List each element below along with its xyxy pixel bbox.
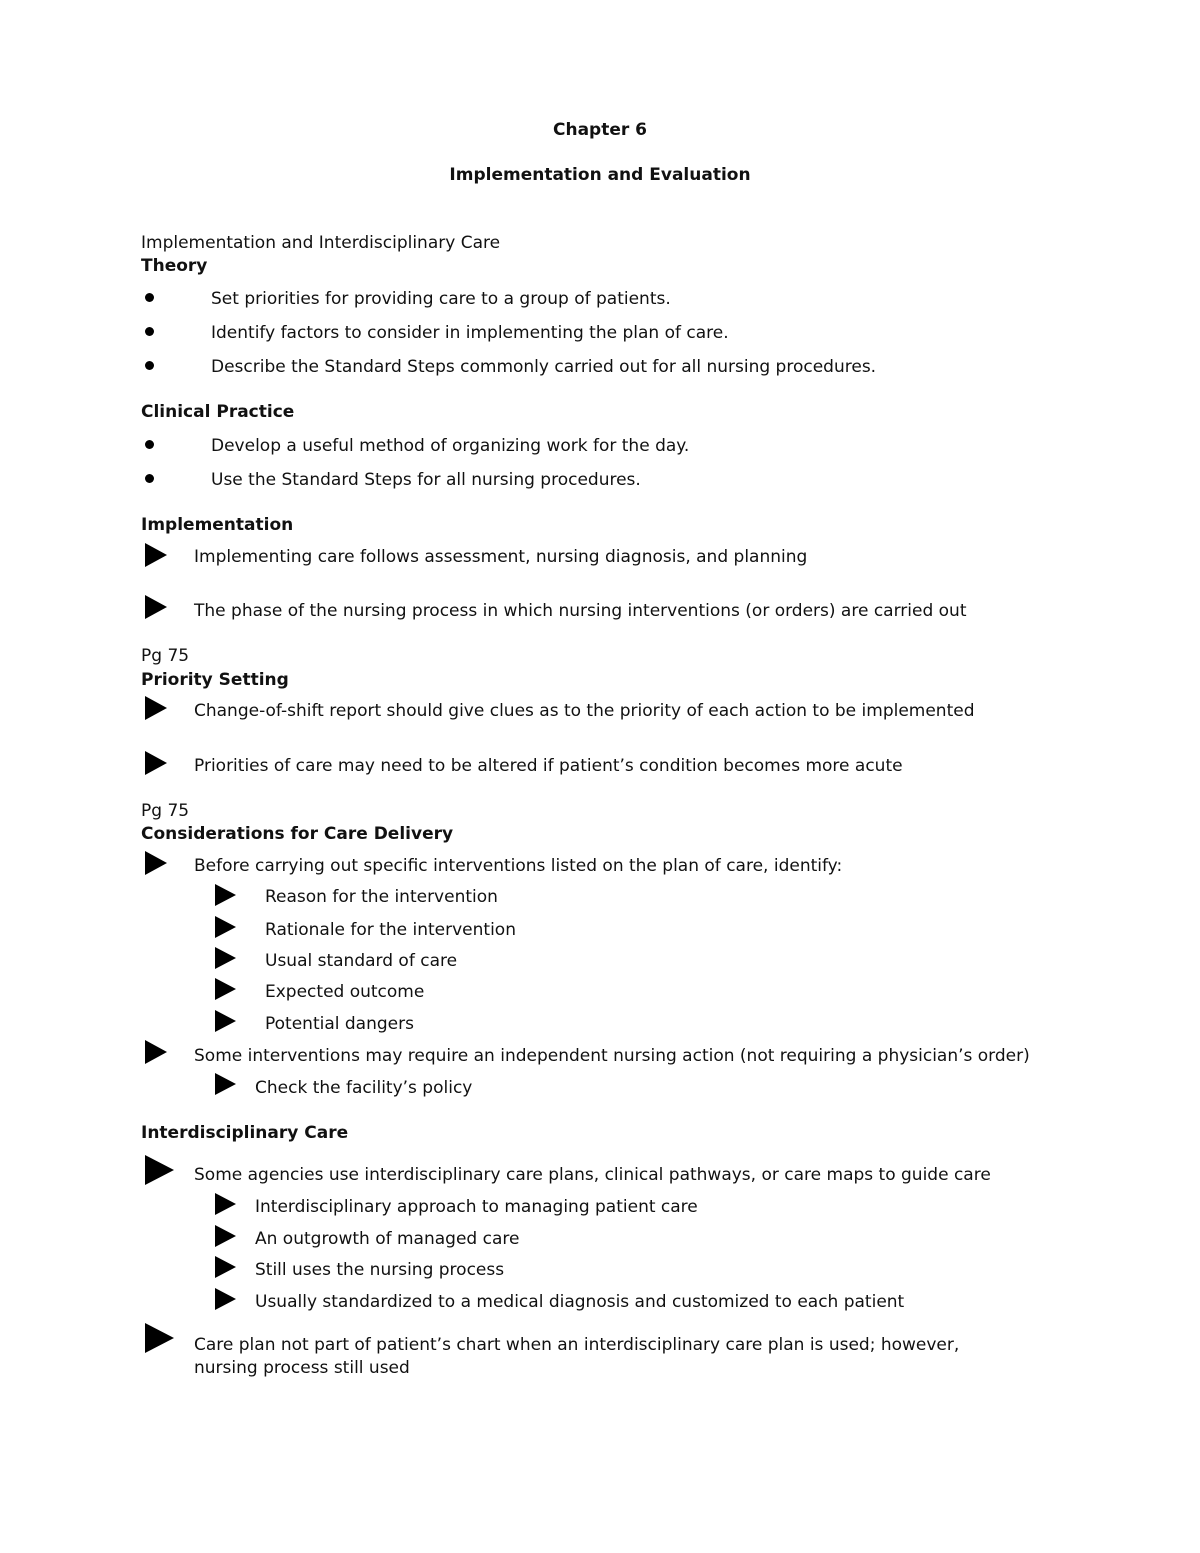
page-reference: Pg 75 (141, 646, 190, 666)
considerations-subitem: Rationale for the intervention (265, 920, 516, 940)
arrow-bullet-icon (145, 543, 167, 567)
page-title: Implementation and Evaluation (449, 165, 751, 185)
sub-arrow-bullet-icon (215, 916, 236, 938)
arrow-bullet-icon (145, 1155, 174, 1185)
implementation-item: The phase of the nursing process in which nursing interventions (or orders) are carried out (194, 601, 967, 621)
considerations-item: Before carrying out specific interventions listed on the plan of care, identify: (194, 856, 843, 876)
arrow-bullet-icon (145, 751, 167, 775)
section-intro: Implementation and Interdisciplinary Care (141, 233, 501, 253)
sub-arrow-bullet-icon (215, 884, 236, 906)
interdisciplinary-subitem: Interdisciplinary approach to managing patient care (255, 1197, 698, 1217)
interdisciplinary-subitem: An outgrowth of managed care (255, 1229, 520, 1249)
clinical-heading: Clinical Practice (141, 402, 295, 422)
considerations-subitem: Expected outcome (265, 982, 425, 1002)
interdisciplinary-item: Some agencies use interdisciplinary care plans, clinical pathways, or care maps to guide care (194, 1165, 991, 1185)
sub-arrow-bullet-icon (215, 978, 236, 1000)
bullet-dot (145, 293, 154, 302)
priority-item: Priorities of care may need to be altered if patient’s condition becomes more acute (194, 756, 903, 776)
sub-arrow-bullet-icon (215, 1256, 236, 1278)
priority-heading: Priority Setting (141, 670, 289, 690)
considerations-subitem: Usual standard of care (265, 951, 458, 971)
sub-arrow-bullet-icon (215, 1193, 236, 1215)
bullet-dot (145, 440, 154, 449)
bullet-dot (145, 474, 154, 483)
considerations-subitem: Check the facility’s policy (255, 1078, 473, 1098)
considerations-item: Some interventions may require an independent nursing action (not requiring a physician’s order) (194, 1046, 1030, 1066)
interdisciplinary-subitem: Still uses the nursing process (255, 1260, 505, 1280)
bullet-dot (145, 361, 154, 370)
clinical-item: Develop a useful method of organizing work for the day. (211, 436, 690, 456)
sub-arrow-bullet-icon (215, 947, 236, 969)
interdisciplinary-heading: Interdisciplinary Care (141, 1123, 349, 1143)
page-reference: Pg 75 (141, 801, 190, 821)
arrow-bullet-icon (145, 1323, 174, 1353)
sub-arrow-bullet-icon (215, 1225, 236, 1247)
implementation-heading: Implementation (141, 515, 294, 535)
arrow-bullet-icon (145, 851, 167, 875)
considerations-heading: Considerations for Care Delivery (141, 824, 454, 844)
chapter-label: Chapter 6 (552, 120, 647, 140)
theory-item: Describe the Standard Steps commonly carried out for all nursing procedures. (211, 357, 877, 377)
clinical-item: Use the Standard Steps for all nursing procedures. (211, 470, 641, 490)
arrow-bullet-icon (145, 696, 167, 720)
considerations-subitem: Potential dangers (265, 1014, 414, 1034)
interdisciplinary-subitem: Usually standardized to a medical diagnosis and customized to each patient (255, 1292, 905, 1312)
arrow-bullet-icon (145, 595, 167, 619)
sub-arrow-bullet-icon (215, 1010, 236, 1032)
interdisciplinary-item: Care plan not part of patient’s chart when an interdisciplinary care plan is used; however, (194, 1335, 960, 1355)
theory-item: Identify factors to consider in implementing the plan of care. (211, 323, 729, 343)
theory-heading: Theory (141, 256, 208, 276)
implementation-item: Implementing care follows assessment, nursing diagnosis, and planning (194, 547, 808, 567)
sub-arrow-bullet-icon (215, 1073, 236, 1095)
priority-item: Change-of-shift report should give clues as to the priority of each action to be implemented (194, 701, 975, 721)
interdisciplinary-item-continuation: nursing process still used (194, 1358, 410, 1378)
sub-arrow-bullet-icon (215, 1288, 236, 1310)
bullet-dot (145, 327, 154, 336)
arrow-bullet-icon (145, 1040, 167, 1064)
theory-item: Set priorities for providing care to a group of patients. (211, 289, 671, 309)
considerations-subitem: Reason for the intervention (265, 887, 498, 907)
